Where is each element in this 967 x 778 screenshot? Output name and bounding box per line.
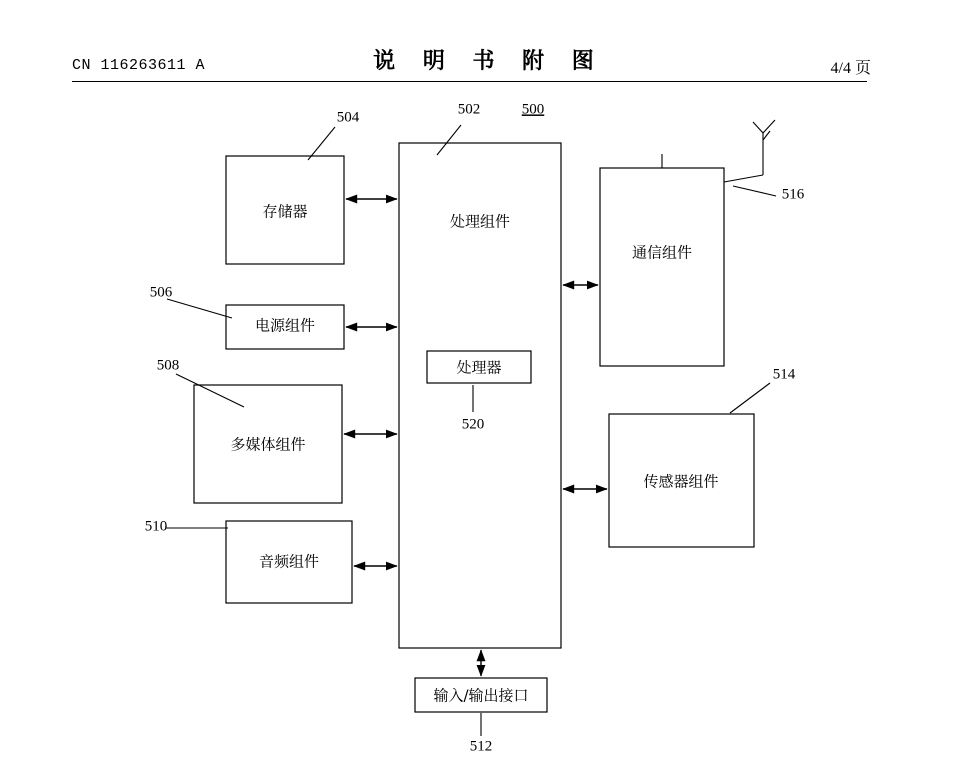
- leader-504: [308, 127, 335, 160]
- page-indicator: 4/4 页: [830, 60, 871, 77]
- page-title: 说 明 书 附 图: [373, 49, 604, 74]
- ref-506: 506: [149, 284, 173, 301]
- ref-514: 514: [772, 366, 796, 383]
- block-communication-component: [600, 168, 724, 366]
- label-power-component: 电源组件: [254, 316, 316, 335]
- leader-516: [733, 186, 776, 196]
- publication-number: CN 116263611 A: [72, 57, 206, 74]
- leader-514: [730, 383, 770, 413]
- ref-500: 500: [521, 101, 545, 118]
- label-communication-component: 通信组件: [631, 243, 693, 262]
- label-sensor-component: 传感器组件: [643, 472, 719, 491]
- antenna-icon: [724, 120, 775, 182]
- ref-504: 504: [336, 109, 360, 126]
- ref-516: 516: [781, 186, 805, 203]
- leader-506: [167, 299, 232, 318]
- label-processing-component: 处理组件: [449, 212, 511, 231]
- label-audio-component: 音频组件: [258, 552, 320, 571]
- label-io-interface: 输入/输出接口: [433, 686, 529, 705]
- ref-510: 510: [144, 518, 168, 535]
- ref-512: 512: [469, 738, 493, 755]
- label-multimedia-component: 多媒体组件: [230, 435, 306, 454]
- ref-502: 502: [457, 101, 481, 118]
- label-processor: 处理器: [456, 358, 502, 377]
- label-storage: 存储器: [262, 202, 308, 221]
- ref-508: 508: [156, 357, 180, 374]
- ref-520: 520: [461, 416, 485, 433]
